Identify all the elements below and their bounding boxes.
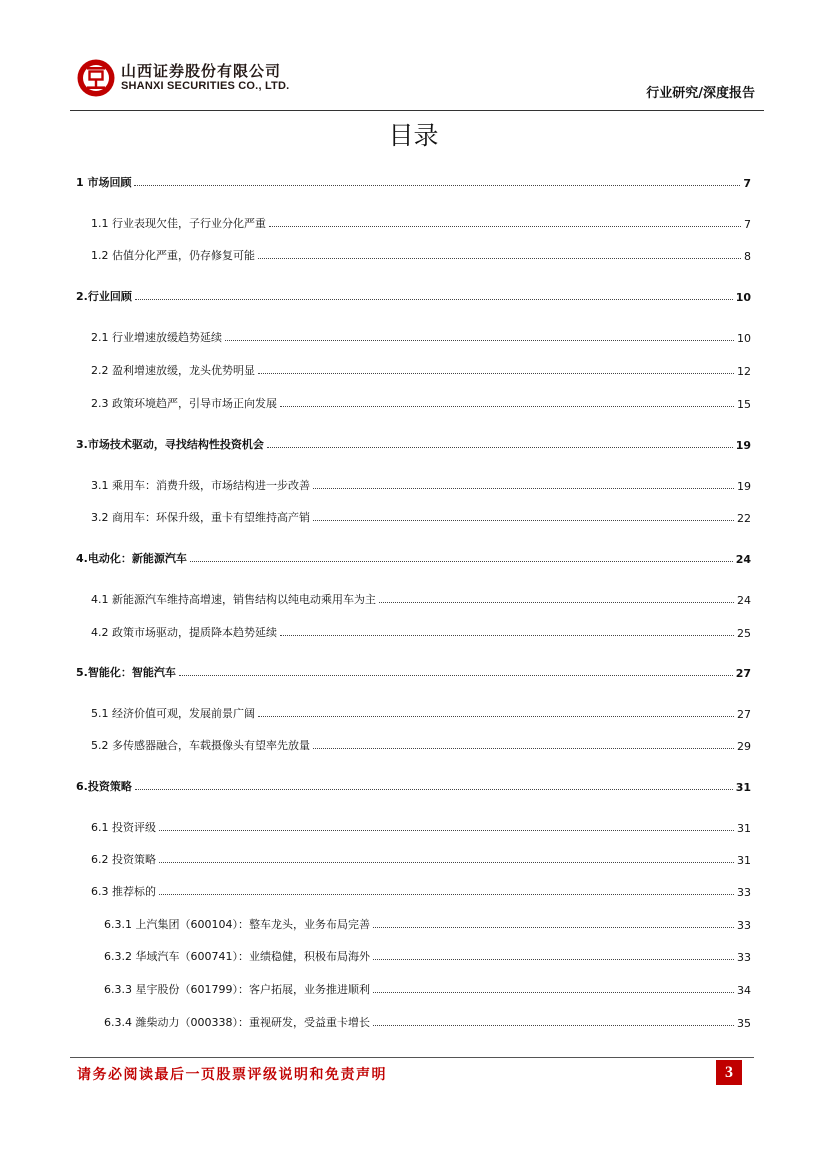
toc-entry-label: 6.3.4 潍柴动力（000338）：重视研发，受益重卡增长 bbox=[104, 1016, 370, 1029]
toc-entry[interactable] bbox=[76, 546, 751, 566]
toc-entry-page: 19 bbox=[737, 480, 751, 493]
toc-entry[interactable] bbox=[91, 620, 751, 640]
toc-entry-label: 1.1 行业表现欠佳，子行业分化严重 bbox=[91, 217, 266, 230]
toc-entry-page: 22 bbox=[737, 512, 751, 525]
toc-entry[interactable] bbox=[91, 701, 751, 721]
company-name-en: SHANXI SECURITIES CO., LTD. bbox=[121, 80, 290, 92]
toc-entry-label: 3.2 商用车：环保升级，重卡有望维持高产销 bbox=[91, 511, 310, 524]
toc-entry-page: 34 bbox=[737, 984, 751, 997]
toc-entry-label: 6.3 推荐标的 bbox=[91, 885, 156, 898]
toc-entry[interactable] bbox=[76, 774, 751, 794]
toc-entry-page: 19 bbox=[735, 439, 751, 452]
toc-entry-label: 2.2 盈利增速放缓，龙头优势明显 bbox=[91, 364, 255, 377]
toc-entry-page: 7 bbox=[744, 218, 751, 231]
dot-leader bbox=[379, 602, 734, 603]
toc-entry[interactable] bbox=[104, 912, 751, 932]
toc-entry-page: 15 bbox=[737, 398, 751, 411]
toc-entry[interactable] bbox=[104, 977, 751, 997]
toc-entry[interactable] bbox=[91, 391, 751, 411]
page-header bbox=[0, 0, 827, 112]
toc-entry-page: 27 bbox=[735, 667, 751, 680]
dot-leader bbox=[225, 340, 734, 341]
toc-entry-label: 5.1 经济价值可观，发展前景广阔 bbox=[91, 707, 255, 720]
toc-entry-label: 6.3.1 上汽集团（600104）：整车龙头，业务布局完善 bbox=[104, 918, 370, 931]
dot-leader bbox=[267, 447, 733, 448]
toc-entry-page: 8 bbox=[744, 250, 751, 263]
toc-entry[interactable] bbox=[91, 358, 751, 378]
toc-entry-page: 25 bbox=[737, 627, 751, 640]
dot-leader bbox=[135, 789, 733, 790]
toc-entry-page: 33 bbox=[737, 951, 751, 964]
toc-title: 目录 bbox=[388, 121, 439, 150]
toc-entry-label: 5.2 多传感器融合，车载摄像头有望率先放量 bbox=[91, 739, 310, 752]
dot-leader bbox=[258, 373, 734, 374]
toc-entry-label: 2.3 政策环境趋严，引导市场正向发展 bbox=[91, 397, 277, 410]
toc-entry-label: 1 市场回顾 bbox=[76, 176, 132, 189]
toc-entry-page: 10 bbox=[735, 291, 751, 304]
shanxi-securities-logo-icon bbox=[76, 58, 116, 98]
dot-leader bbox=[159, 830, 734, 831]
dot-leader bbox=[280, 635, 734, 636]
page-number-badge: 3 bbox=[716, 1060, 742, 1085]
dot-leader bbox=[159, 894, 734, 895]
dot-leader bbox=[373, 959, 734, 960]
toc-entry[interactable] bbox=[91, 243, 751, 263]
footer-divider bbox=[70, 1057, 754, 1058]
toc-entry[interactable] bbox=[104, 944, 751, 964]
toc-entry-page: 31 bbox=[737, 822, 751, 835]
toc-entry-page: 24 bbox=[735, 553, 751, 566]
dot-leader bbox=[269, 226, 741, 227]
toc-entry-label: 4.2 政策市场驱动，提质降本趋势延续 bbox=[91, 626, 277, 639]
company-name-cn: 山西证券股份有限公司 bbox=[121, 62, 282, 80]
toc-entry-label: 2.行业回顾 bbox=[76, 290, 132, 303]
toc-entry[interactable] bbox=[76, 284, 751, 304]
toc-entry-label: 5.智能化：智能汽车 bbox=[76, 666, 176, 679]
toc-entry-page: 27 bbox=[737, 708, 751, 721]
toc-entry[interactable] bbox=[91, 879, 751, 899]
toc-entry[interactable] bbox=[76, 660, 751, 680]
toc-entry-page: 31 bbox=[735, 781, 751, 794]
dot-leader bbox=[190, 561, 733, 562]
dot-leader bbox=[179, 675, 733, 676]
toc-entry-page: 10 bbox=[737, 332, 751, 345]
toc-entry-label: 3.1 乘用车：消费升级，市场结构进一步改善 bbox=[91, 479, 310, 492]
toc-entry-label: 6.3.2 华域汽车（600741）：业绩稳健，积极布局海外 bbox=[104, 950, 370, 963]
toc-entry-page: 31 bbox=[737, 854, 751, 867]
dot-leader bbox=[373, 927, 734, 928]
toc-entry-label: 4.1 新能源汽车维持高增速，销售结构以纯电动乘用车为主 bbox=[91, 593, 376, 606]
toc-entry[interactable] bbox=[91, 587, 751, 607]
toc-entry-page: 12 bbox=[737, 365, 751, 378]
dot-leader bbox=[159, 862, 734, 863]
dot-leader bbox=[280, 406, 734, 407]
toc-entry-page: 33 bbox=[737, 919, 751, 932]
dot-leader bbox=[373, 1025, 734, 1026]
toc-entry[interactable] bbox=[91, 733, 751, 753]
dot-leader bbox=[134, 185, 740, 186]
toc-entry-label: 6.投资策略 bbox=[76, 780, 132, 793]
toc-entry[interactable] bbox=[91, 505, 751, 525]
dot-leader bbox=[313, 748, 734, 749]
toc-entry-label: 6.1 投资评级 bbox=[91, 821, 156, 834]
toc-entry-label: 4.电动化：新能源汽车 bbox=[76, 552, 187, 565]
toc-entry[interactable] bbox=[76, 170, 751, 190]
toc-entry-page: 24 bbox=[737, 594, 751, 607]
disclaimer-text: 请务必阅读最后一页股票评级说明和免责声明 bbox=[77, 1067, 387, 1083]
toc-entry[interactable] bbox=[104, 1010, 751, 1030]
toc-entry-label: 1.2 估值分化严重，仍存修复可能 bbox=[91, 249, 255, 262]
toc-entry[interactable] bbox=[91, 847, 751, 867]
toc-entry-page: 33 bbox=[737, 886, 751, 899]
toc-entry[interactable] bbox=[91, 815, 751, 835]
toc-entry[interactable] bbox=[91, 211, 751, 231]
toc-entry[interactable] bbox=[76, 432, 751, 452]
toc-entry-label: 6.3.3 星宇股份（601799）：客户拓展，业务推进顺利 bbox=[104, 983, 370, 996]
toc-entry[interactable] bbox=[91, 325, 751, 345]
dot-leader bbox=[258, 258, 741, 259]
toc-entry[interactable] bbox=[91, 473, 751, 493]
dot-leader bbox=[373, 992, 734, 993]
toc-entry-label: 3.市场技术驱动，寻找结构性投资机会 bbox=[76, 438, 264, 451]
toc-entry-page: 35 bbox=[737, 1017, 751, 1030]
report-type-label: 行业研究/深度报告 bbox=[646, 86, 755, 101]
header-divider bbox=[70, 110, 764, 111]
toc-entry-page: 7 bbox=[743, 177, 751, 190]
dot-leader bbox=[135, 299, 733, 300]
toc-entry-label: 6.2 投资策略 bbox=[91, 853, 156, 866]
dot-leader bbox=[313, 520, 734, 521]
toc-entry-label: 2.1 行业增速放缓趋势延续 bbox=[91, 331, 222, 344]
toc-entry-page: 29 bbox=[737, 740, 751, 753]
dot-leader bbox=[258, 716, 734, 717]
dot-leader bbox=[313, 488, 734, 489]
